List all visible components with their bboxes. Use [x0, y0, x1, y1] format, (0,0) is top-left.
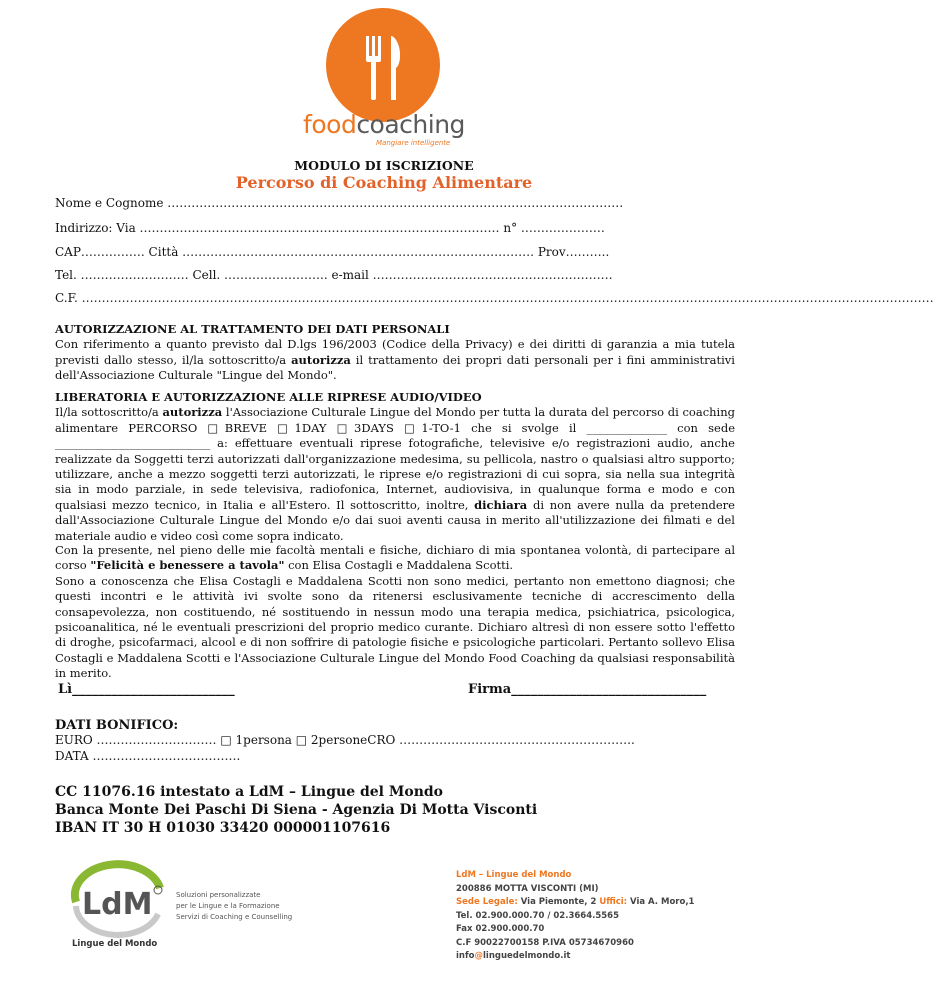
liberatoria-text: Il/la sottoscritto/a autorizza l'Associazione Culturale Lingue del Mondo per tutta la durata del percorso di coaching alimentare PERCORSO □BREVE □1DAY □3DAYS □1-TO-1 che si svolge il ______________ con sede ___________________________ a: effettuare eventuali riprese fotografiche, televisive e/o registrazioni audio, anche realizzate da Soggetti terzi autorizzati dall'organizzazione medesima, su pellicola, nastro o qualsiasi altro supporto; utilizzare, anche a mezzo soggetti terzi autorizzati, le riprese e/o registrazioni di cui sopra, sia nella sua integrità sia in modo parziale, in sede televisiva, radiofonica, Internet, audiovisiva, in qualunque forma e modo e con qualsiasi mezzo tecnico, in Italia e all'Estero. Il sottoscritto, inoltre, dichiara di non avere nulla da pretendere dall'Associazione Culturale Lingue del Mondo e/o dai suoi aventi causa in merito all'utilizzazione dei filmati e del materiale audio e video così come sopra indicato.: [55, 405, 735, 543]
dichiarazione-section: [55, 543, 735, 682]
form-title: MODULO DI ISCRIZIONE: [294, 158, 474, 173]
brand-wordmark: [0, 110, 768, 139]
field-indirizzo[interactable]: Indirizzo: Via ……………………………………………………………………………… n° …………………: [55, 221, 605, 235]
addr-email[interactable]: info@linguedelmondo.it: [456, 951, 571, 961]
field-nome-cognome[interactable]: Nome e Cognome ……………………………………………………………………………………………………: [55, 196, 624, 210]
bank-name: Banca Monte Dei Paschi Di Siena - Agenzia Di Motta Visconti: [55, 802, 538, 818]
addr-cf: C.F 90022700158 P.IVA 05734670960: [456, 937, 634, 948]
signature-firma-field[interactable]: Firma______________________________: [468, 682, 707, 697]
bank-details: [55, 783, 537, 837]
ldm-logo: [70, 868, 166, 934]
liberatoria-heading: LIBERATORIA E AUTORIZZAZIONE ALLE RIPRESE AUDIO/VIDEO: [55, 390, 482, 404]
cutlery-icon: [326, 8, 440, 122]
field-tel-cell-email[interactable]: Tel. ……………………… Cell. …………………….. e-mail ……………………………………………………: [55, 268, 613, 282]
dichiarazione-text-1: Con la presente, nel pieno delle mie facoltà mentali e fisiche, dichiaro di mia spontanea volontà, di partecipare al corso "Felicità e benessere a tavola" con Elisa Costagli e Maddalena Scotti.: [55, 543, 735, 573]
ldm-logo-text: LdM: [82, 887, 153, 922]
addr-city: 200886 MOTTA VISCONTI (MI): [456, 883, 599, 894]
signature-place-field[interactable]: Lì_________________________: [58, 682, 235, 697]
bank-iban: IBAN IT 30 H 01030 33420 000001107616: [55, 820, 391, 836]
ldm-description: Soluzioni personalizzate per le Lingue e la Formazione Servizi di Coaching e Counselling: [176, 891, 293, 921]
privacy-text: Con riferimento a quanto previsto dal D.lgs 196/2003 (Codice della Privacy) e dei diritti di garanzia a mia tutela previsti dallo stesso, il/la sottoscritto/a autorizza il trattamento dei propri dati personali per i fini amministrativi dell'Associazione Culturale "Lingue del Mondo".: [55, 337, 735, 383]
foodcoaching-logo-circle: [326, 8, 440, 122]
form-subtitle: Percorso di Coaching Alimentare: [235, 173, 533, 192]
privacy-heading: AUTORIZZAZIONE AL TRATTAMENTO DEI DATI PERSONALI: [55, 322, 450, 336]
brand-tagline: Mangiare intelligente: [376, 139, 451, 147]
bonifico-section: [55, 718, 735, 764]
ldm-address-block: [456, 869, 694, 964]
addr-name: LdM – Lingue del Mondo: [456, 870, 572, 880]
addr-sede: Sede Legale: Via Piemonte, 2 Uffici: Via A. Moro,1: [456, 897, 695, 907]
bonifico-data-field[interactable]: DATA ……………………………….: [55, 748, 241, 763]
brand-food: food: [303, 110, 357, 139]
ldm-brand-name: Lingue del Mondo: [72, 939, 158, 949]
bank-cc: CC 11076.16 intestato a LdM – Lingue del Mondo: [55, 784, 444, 800]
field-cf[interactable]: C.F. ……………………………………………………………………………………………………………………………………………………………………………………………: [55, 291, 934, 305]
bonifico-heading: DATI BONIFICO:: [55, 718, 179, 733]
dichiarazione-text-2: Sono a conoscenza che Elisa Costagli e Maddalena Scotti non sono medici, pertanto non emettono diagnosi; che questi incontri e le attività ivi svolte sono da ritenersi esclusivamente tecniche di accrescimento della consapevolezza, non costituendo, né sostituendo in nessun modo una terapia medica, psichiatrica, psicologica, psicoanalitica, né le eventuali prescrizioni del proprio medico curante. Dichiaro altresì di non essere sotto l'effetto di droghe, psicofarmaci, alcool e di non soffrire di patologie fisiche e psicologiche particolari. Pertanto sollevo Elisa Costagli e Maddalena Scotti e l'Associazione Culturale Lingue del Mondo Food Coaching da qualsiasi responsabilità in merito.: [55, 573, 735, 681]
liberatoria-section: [55, 390, 735, 544]
bonifico-euro-field[interactable]: EURO ………………………… □ 1persona □ 2personeCRO …………………………………………………..: [55, 733, 635, 748]
addr-fax: Fax 02.900.000.70: [456, 924, 545, 934]
privacy-section: [55, 322, 735, 384]
field-cap-citta-prov[interactable]: CAP……………. Città ……………………………………………………………………………. Prov………..: [55, 245, 610, 259]
addr-tel: Tel. 02.900.000.70 / 02.3664.5565: [456, 910, 619, 921]
brand-coaching: coaching: [356, 110, 465, 139]
